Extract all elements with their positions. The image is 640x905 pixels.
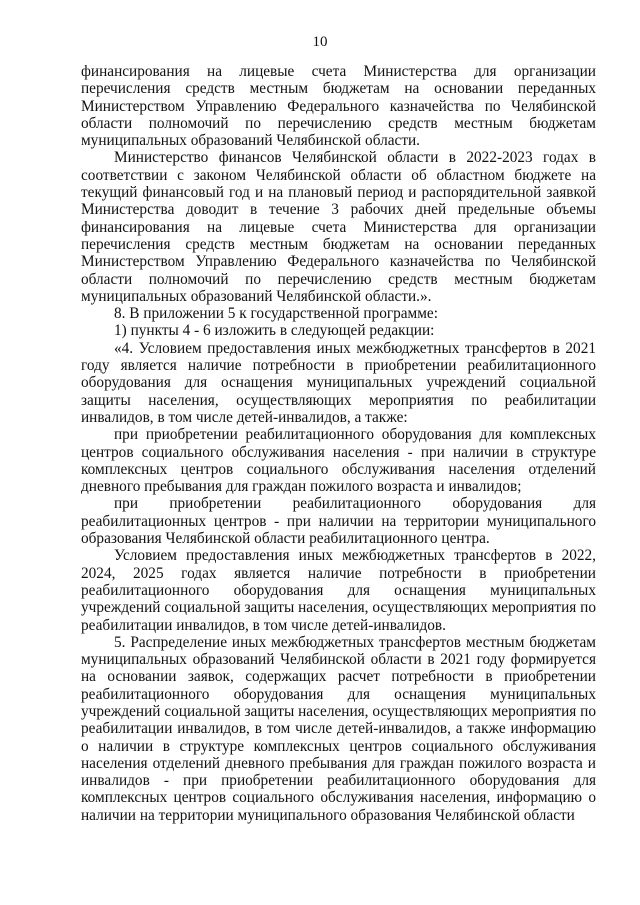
paragraph-finance-ministry: Министерство финансов Челябинской области в 2022-2023 годах в соответствии с законом Челябинской области об областном бюджете на текущий финансовый год и на плановый период и распорядительной заявкой Министерства доводит в течение 3 рабочих дней предельные объемы финансирования на лицевые счета Министерства для организации перечисления средств местным бюджетам на основании переданных Министерством Управлению Федерального казначейства по Челябинской области полномочий по перечислению средств местным бюджетам муниципальных образований Челябинской области.». <box>81 149 596 305</box>
paragraph-point-5: 5. Распределение иных межбюджетных трансфертов местным бюджетам муниципальных образований Челябинской области в 2021 году формируется на основании заявок, содержащих расчет потребности в приобретении реабилитационного оборудования для оснащения муниципальных учреждений социальной защиты населения, осуществляющих мероприятия по реабилитации инвалидов, в том числе детей-инвалидов, а также информацию о наличии в структуре комплексных центров социального обслуживания населения отделений дневного пребывания для граждан пожилого возраста и инвалидов - при приобретении реабилитационного оборудования для комплексных центров социального обслуживания населения, информацию о наличии на территории муниципального образования Челябинской области <box>81 633 596 824</box>
paragraph-condition-2022: Условием предоставления иных межбюджетных трансфертов в 2022, 2024, 2025 годах является наличие потребности в приобретении реабилитационного оборудования для оснащения муниципальных учреждений социальной защиты населения, осуществляющих мероприятия по реабилитации инвалидов, в том числе детей-инвалидов. <box>81 547 596 634</box>
paragraph-item-8: 8. В приложении 5 к государственной программе: <box>114 305 438 323</box>
paragraph-continuation: финансирования на лицевые счета Министерства для организации перечисления средств местным бюджетам на основании переданных Министерством Управлению Федерального казначейства по Челябинской области полномочий по перечислению средств местным бюджетам муниципальных образований Челябинской области. <box>81 63 596 150</box>
page-number: 10 <box>312 34 328 50</box>
paragraph-rehab-centers: при приобретении реабилитационного оборудования для реабилитационных центров - при наличии на территории муниципального образования Челябинской области реабилитационного центра. <box>81 495 596 548</box>
paragraph-complex-centers: при приобретении реабилитационного оборудования для комплексных центров социального обслуживания населения - при наличии в структуре комплексных центров социального обслуживания населения отделений дневного пребывания для граждан пожилого возраста и инвалидов; <box>81 426 596 496</box>
paragraph-point-4: «4. Условием предоставления иных межбюджетных трансфертов в 2021 году является наличие потребности в приобретении реабилитационного оборудования для оснащения муниципальных учреждений социальной защиты населения, осуществляющих мероприятия по реабилитации инвалидов, в том числе детей-инвалидов, а также: <box>81 339 596 426</box>
paragraph-subitem-1: 1) пункты 4 - 6 изложить в следующей редакции: <box>114 322 435 340</box>
document-body <box>81 63 596 824</box>
